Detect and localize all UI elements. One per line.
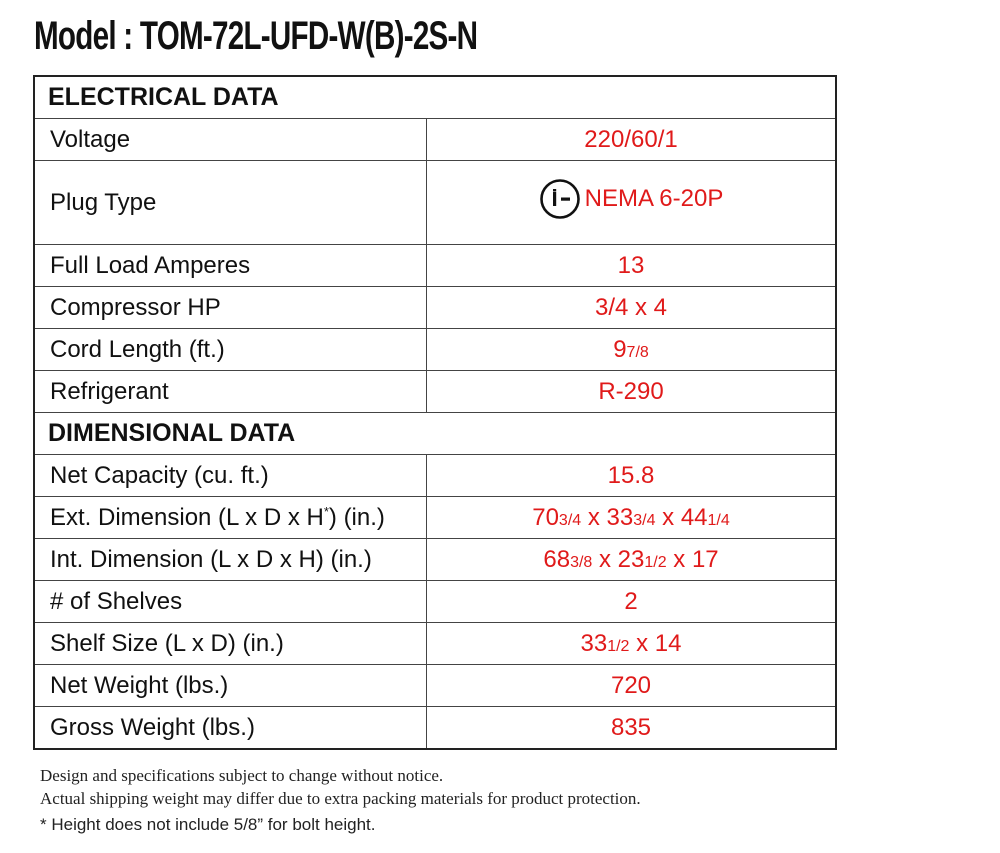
- plug-type-value: NEMA 6-20P: [584, 185, 724, 212]
- int-h-tail: x 17: [666, 545, 719, 573]
- table-row: [34, 581, 836, 623]
- table-row: [34, 371, 836, 413]
- cord-fraction: 7/8: [626, 343, 649, 361]
- shelf-l-fraction: 1/2: [607, 637, 630, 655]
- compressor-hp-value: 3/4 x 4: [427, 287, 837, 329]
- ext-d-fraction: 3/4: [633, 511, 656, 529]
- plug-type-wrap: [539, 178, 724, 220]
- int-d-fraction: 1/2: [644, 553, 667, 571]
- refrigerant-label: Refrigerant: [34, 371, 427, 413]
- ext-label-asterisk: *: [323, 503, 329, 519]
- note-line-2: Actual shipping weight may differ due to extra packing materials for product protection.: [40, 789, 641, 808]
- table-row: [34, 287, 836, 329]
- int-d-whole: 23: [617, 545, 645, 573]
- net-weight-label: Net Weight (lbs.): [34, 665, 427, 707]
- section-header-dimensional: [34, 413, 836, 455]
- ext-h-whole: 44: [680, 503, 708, 531]
- net-capacity-label: Net Capacity (cu. ft.): [34, 455, 427, 497]
- ext-label-post: ) (in.): [328, 503, 385, 531]
- shelf-size-value: [427, 623, 837, 665]
- voltage-label: Voltage: [34, 119, 427, 161]
- int-l-fraction: 3/8: [570, 553, 593, 571]
- voltage-value: 220/60/1: [427, 119, 837, 161]
- ext-times-1: x: [581, 503, 607, 531]
- amps-label: Full Load Amperes: [34, 245, 427, 287]
- ext-dimension-label: [34, 497, 427, 539]
- shelf-l-whole: 33: [580, 629, 608, 657]
- table-row: [34, 665, 836, 707]
- ext-times-2: x: [655, 503, 681, 531]
- net-capacity-value: 15.8: [427, 455, 837, 497]
- section-header-electrical: [34, 76, 836, 119]
- table-row: [34, 455, 836, 497]
- amps-value: 13: [427, 245, 837, 287]
- page-title: Model : TOM-72L-UFD-W(B)-2S-N: [34, 14, 478, 58]
- ext-d-whole: 33: [606, 503, 634, 531]
- cord-whole: 9: [613, 335, 627, 363]
- table-row: [34, 161, 836, 245]
- ext-label-pre: Ext. Dimension (L x D x H: [50, 503, 324, 531]
- refrigerant-value: R-290: [427, 371, 837, 413]
- shelf-size-label: Shelf Size (L x D) (in.): [34, 623, 427, 665]
- ext-dimension-value: [427, 497, 837, 539]
- table-row: [34, 707, 836, 750]
- shelf-tail: x 14: [629, 629, 682, 657]
- ext-l-whole: 70: [532, 503, 559, 531]
- electrical-heading: ELECTRICAL DATA: [34, 76, 836, 119]
- table-row: [34, 329, 836, 371]
- dimensional-heading: DIMENSIONAL DATA: [34, 413, 836, 455]
- shelves-label: # of Shelves: [34, 581, 427, 623]
- shelves-value: 2: [427, 581, 837, 623]
- int-l-whole: 68: [543, 545, 571, 573]
- table-row: [34, 497, 836, 539]
- int-dimension-value: [427, 539, 837, 581]
- table-row: [34, 245, 836, 287]
- ext-l-fraction: 3/4: [558, 511, 582, 529]
- height-footnote: * Height does not include 5/8” for bolt height.: [40, 815, 376, 834]
- int-dimension-label: Int. Dimension (L x D x H) (in.): [34, 539, 427, 581]
- plug-type-label: Plug Type: [34, 161, 427, 245]
- int-times-1: x: [592, 545, 618, 573]
- note-line-1: Design and specifications subject to change without notice.: [40, 766, 444, 785]
- gross-weight-value: 835: [427, 707, 837, 750]
- gross-weight-label: Gross Weight (lbs.): [34, 707, 427, 750]
- cord-length-label: Cord Length (ft.): [34, 329, 427, 371]
- ext-h-fraction: 1/4: [707, 511, 730, 529]
- table-row: [34, 623, 836, 665]
- net-weight-value: 720: [427, 665, 837, 707]
- spec-table: [33, 75, 837, 750]
- nema-plug-icon: [539, 178, 581, 220]
- table-row: [34, 119, 836, 161]
- disclaimer-notes: [40, 764, 641, 810]
- compressor-hp-label: Compressor HP: [34, 287, 427, 329]
- table-row: [34, 539, 836, 581]
- plug-type-cell: [427, 161, 837, 245]
- cord-length-value: [427, 329, 837, 371]
